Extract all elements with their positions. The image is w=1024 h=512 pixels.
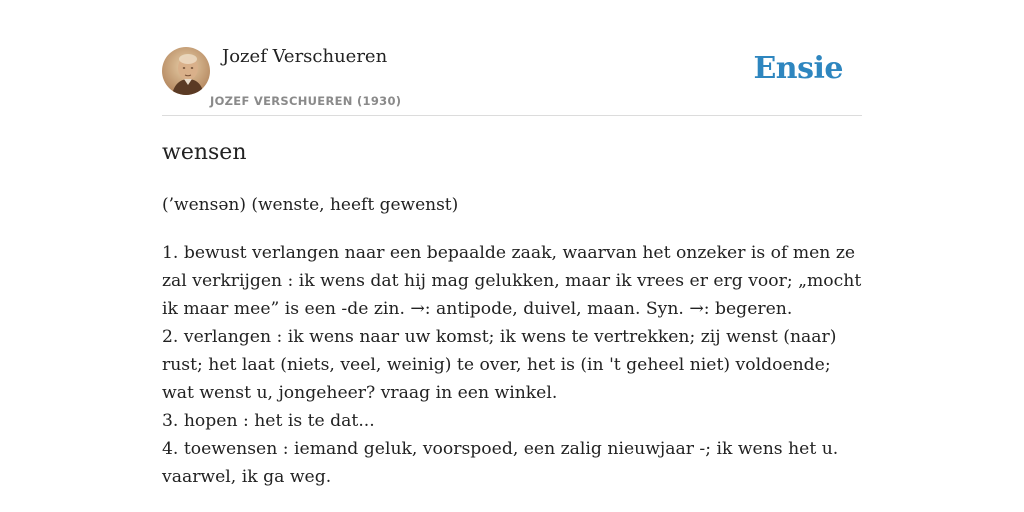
definition-item: 3. hopen : het is te dat... <box>162 411 375 431</box>
definition-item: 2. verlangen : ik wens naar uw komst; ik wens te vertrekken; zij wenst (naar) rust; het laat (niets, veel, weinig) te over, het is (in 't geheel niet) voldoende; wat wenst u, jongeheer? vraag in een winkel. <box>162 327 837 403</box>
brand-logo[interactable]: Ensie <box>753 51 843 86</box>
source-label: JOZEF VERSCHUEREN (1930) <box>210 94 402 108</box>
entry-term: wensen <box>162 140 247 165</box>
author-avatar[interactable] <box>162 47 210 95</box>
entry-page <box>162 0 862 487</box>
entry-header <box>162 0 862 116</box>
definition-item: 4. toewensen : iemand geluk, voorspoed, een zalig nieuwjaar -; ik wens het u. vaarwel, ik ga weg. <box>162 439 839 487</box>
entry-pronunciation: (’wensən) (wenste, heeft gewenst) <box>162 195 459 215</box>
author-name[interactable]: Jozef Verschueren <box>222 46 388 67</box>
entry-definitions <box>162 239 862 491</box>
definition-item: 1. bewust verlangen naar een bepaalde zaak, waarvan het onzeker is of men ze zal verkrijgen : ik wens dat hij mag gelukken, maar ik vrees er erg voor; „mocht ik maar mee” is een -de zin. →: antipode, duivel, maan. Syn. →: begeren. <box>162 243 862 319</box>
